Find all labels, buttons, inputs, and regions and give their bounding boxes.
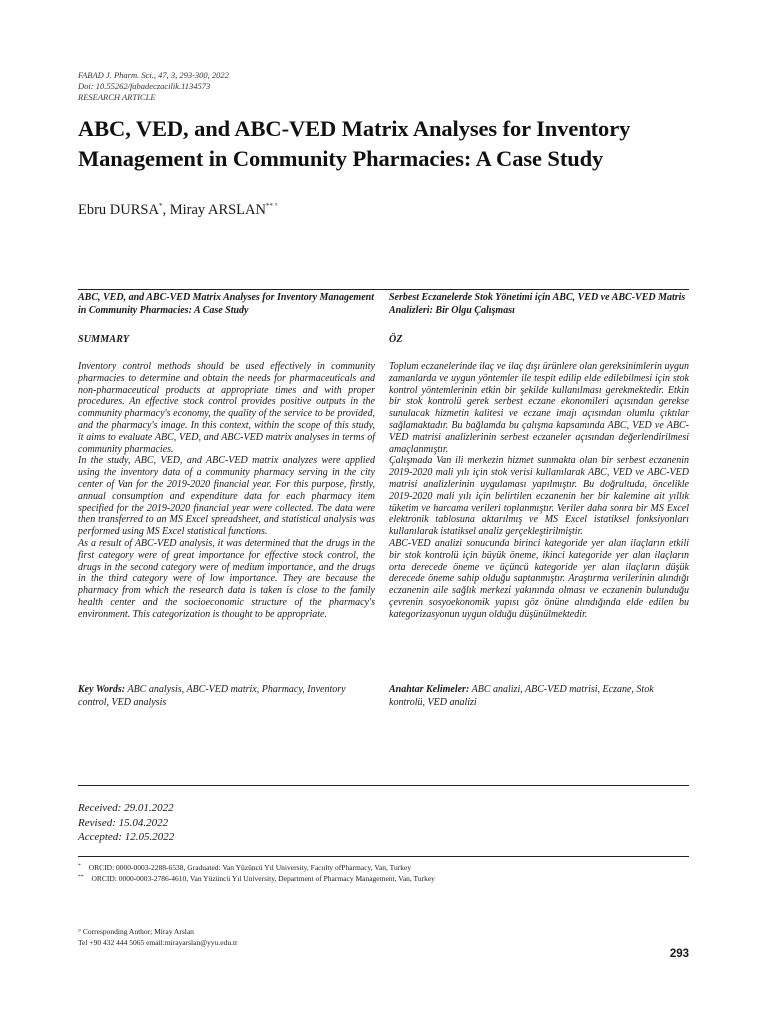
affiliation-1-mark: * [78, 862, 81, 869]
english-title: ABC, VED, and ABC-VED Matrix Analyses for Inventory Management in Community Pharmacies: A Case Study [78, 292, 374, 316]
turkish-title: Serbest Eczanelerde Stok Yönetimi için ABC, VED ve ABC-VED Matris Analizleri: Bir Olgu Çalışması [389, 292, 686, 316]
summary-paragraph-2: In the study, ABC, VED, and ABC-VED matrix analyzes were applied using the inventory data of a community pharmacy serving in the city center of Van for the 2019-2020 financial year. For this purpose, firstly, annual consumption and expenditure data for each pharmacy item specified for the 2019-2020 financial year were collected. The data were then transferred to an MS Excel spreadsheet, and statistical analysis was performed using MS Excel statistical functions. [78, 455, 375, 538]
summary-text [78, 361, 375, 621]
affiliations [78, 862, 689, 884]
turkish-abstract [389, 292, 689, 708]
affiliation-2-mark: ** [78, 873, 84, 880]
english-abstract [78, 292, 375, 708]
turkish-keywords [389, 684, 689, 709]
footnote-rule [78, 856, 689, 857]
author-2-mark: ** ° [266, 202, 278, 211]
corresponding-author: ° Corresponding Author; Miray Arslan [78, 927, 194, 936]
summary-paragraph-1: Inventory control methods should be used effectively in community pharmacies to determine and obtain the needs for pharmaceuticals and non-pharmaceutical products at appropriate times and with proper procedures. An effective stock control provides positive outputs in the community pharmacy's economy, the quality of the service to be provided, and the pharmacy's image. In this context, within the scope of this study, it aims to evaluate ABC, VED, and ABC-VED matrix analyses in terms of community pharmacies. [78, 361, 375, 455]
journal-citation: FABAD J. Pharm. Sci., 47, 3, 293-300, 2022 [78, 70, 229, 80]
oz-paragraph-1: Toplum eczanelerinde ilaç ve ilaç dışı ürünlere olan gereksinimlerin uygun zamanlarda ve uygun yöntemler ile tespit edilip elde edilebilmesi için stok kontrol yöntemlerinin etkin bir şekilde kullanılması gerekmektedir. Etkin bir stok kontrolü gerek serbest eczane ekonomileri açısından gerekse sunulacak hizmetin kalitesi ve eczane imajı açısından olumlu çıktılar sağlamaktadır. Bu bağlamda bu çalışma kapsamında ABC, VED ve ABC-VED matrisi analizlerinin serbest eczaneler açısından değerlendirilmesi amaçlanmıştır. [389, 361, 689, 455]
dates-top-rule [78, 785, 689, 786]
author-1-mark: * [158, 202, 163, 211]
anahtar-text: ABC analizi, ABC-VED matrisi, Eczane, Stok kontrolü, VED analizi [389, 684, 654, 708]
affiliation-2 [78, 873, 689, 884]
keywords-text: ABC analysis, ABC-VED matrix, Pharmacy, Inventory control, VED analysis [78, 684, 346, 708]
journal-doi: Doi: 10.55262/fabadeczacilik.1134573 [78, 81, 211, 91]
abstract-top-rule [78, 289, 689, 290]
oz-text [389, 361, 689, 621]
article-title [78, 114, 689, 174]
revised-date: Revised: 15.04.2022 [78, 816, 169, 829]
author-1: Ebru DURSA [78, 202, 159, 218]
affiliation-1 [78, 862, 689, 873]
author-separator: , [162, 202, 170, 218]
affiliation-1-text: ORCID: 0000-0003-2288-6538, Graduated: Van Yüzüncü Yıl University, Faculty ofPharmacy, Van, Turkey [88, 863, 412, 872]
received-date: Received: 29.01.2022 [78, 802, 174, 814]
english-keywords [78, 684, 375, 709]
journal-meta [78, 70, 689, 103]
summary-heading: SUMMARY [78, 334, 130, 345]
author-list [78, 202, 689, 219]
title-line-2: Management in Community Pharmacies: A Case Study [78, 146, 604, 171]
submission-dates [78, 801, 174, 845]
anahtar-label: Anahtar Kelimeler: [389, 684, 470, 695]
correspondence [78, 926, 689, 948]
keywords-label: Key Words: [78, 684, 126, 695]
oz-heading: ÖZ [389, 334, 403, 345]
corresponding-contact: Tel +90 432 444 5065 email:mirayarslan@yyu.edu.tr [78, 938, 238, 947]
article-header [78, 70, 689, 219]
author-2: Miray ARSLAN [169, 202, 266, 218]
page-number: 293 [669, 948, 689, 960]
article-type: RESEARCH ARTICLE [78, 92, 156, 102]
oz-paragraph-3: ABC-VED analizi sonucunda birinci kategoride yer alan ilaçların etkili bir stok kontrolü için büyük öneme, ikinci kategoride yer alan ilaçların orta derecede öneme ve üçüncü kategoride yer alan ilaçların düşük derecede öneme sahip olduğu saptanmıştır. Araştırma verilerinin alındığı eczanenin aile sağlık merkezi yakınında olması ve eczanenin bulunduğu çevrenin sosyoekonomik yapısı göz önüne alındığında elde edilen bu kategorizasyonun uygun olduğu düşünülmektedir. [389, 537, 689, 620]
title-line-1: ABC, VED, and ABC-VED Matrix Analyses for Inventory [78, 116, 631, 141]
accepted-date: Accepted: 12.05.2022 [78, 831, 175, 843]
summary-paragraph-3: As a result of ABC-VED analysis, it was determined that the drugs in the first category were of great importance for effective stock control, the drugs in the second category were of medium importance, and the drugs in the third category were of low importance. They are because the pharmacy from which the research data is taken is close to the family health center and the socioeconomic structure of the pharmacy's environment. This categorization is thought to be appropriate. [78, 537, 375, 620]
oz-paragraph-2: Çalışmada Van ili merkezin hizmet sunmakta olan bir serbest eczanenin 2019-2020 mali yılı için stok verisi kullanılarak ABC, VED ve ABC-VED matrisi analizlerinin uygulaması yapılmıştır. Bu doğrultuda, öncelikle 2019-2020 mali yılı için belirtilen eczanenin her bir kalemine ait yıllık tüketim ve harcama verileri toplanmıştır. Veriler daha sonra bir MS Excel elektronik tablosuna aktarılmış ve MS Excel istatiksel fonksiyonları kullanılarak istatiksel analiz gerçekleştirilmiştir. [389, 455, 689, 538]
affiliation-2-text: ORCID: 0000-0003-2786-4610, Van Yüzüncü Yıl University, Department of Pharmacy Management, Van, Turkey [91, 874, 435, 883]
